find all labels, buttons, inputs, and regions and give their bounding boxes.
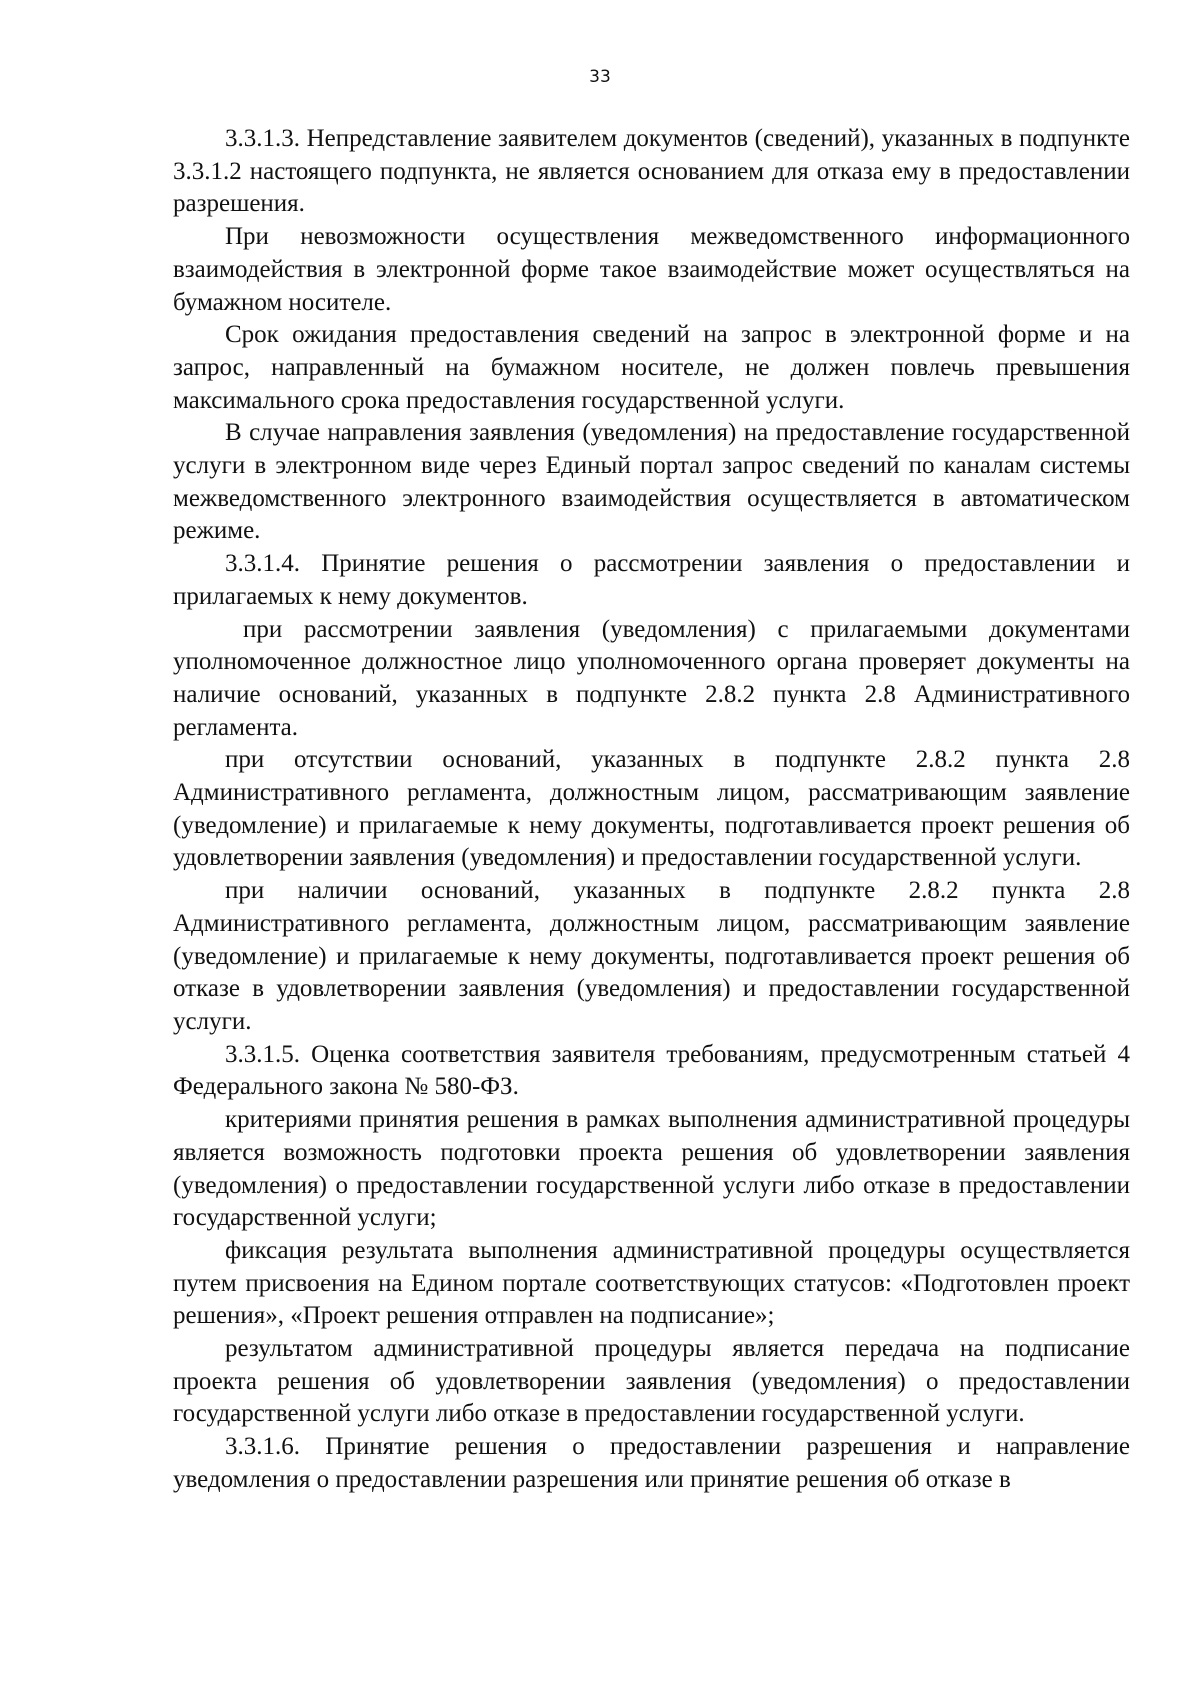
- paragraph-waiting-period: Срок ожидания предоставления сведений на запрос в электронной форме и на запрос, направленный на бумажном носителе, не должен повлечь превышения максимального срока предоставления государственной услуги.: [173, 321, 1130, 414]
- paragraph-grounds-present: при наличии оснований, указанных в подпункте 2.8.2 пункта 2.8 Административного регламента, должностным лицом, рассматривающим заявление (уведомление) и прилагаемые к нему документы, подготавливается проект решения об отказе в удовлетворении заявления (уведомления) и предоставлении государственной услуги.: [173, 877, 1130, 1035]
- paragraph-procedure-result: результатом административной процедуры является передача на подписание проекта решения об удовлетворении заявления (уведомления) о предоставлении государственной услуги либо отказе в предоставлении государственной услуги.: [173, 1335, 1130, 1428]
- paragraph-3-3-1-4: 3.3.1.4. Принятие решения о рассмотрении заявления о предоставлении и прилагаемых к нему документов.: [173, 550, 1130, 610]
- paragraph-3-3-1-5: 3.3.1.5. Оценка соответствия заявителя требованиям, предусмотренным статьей 4 Федерального закона № 580-ФЗ.: [173, 1040, 1130, 1101]
- paragraph-electronic-request: В случае направления заявления (уведомления) на предоставление государственной услуги в электронном виде через Единый портал запрос сведений по каналам системы межведомственного электронного взаимодействия осуществляется в автоматическом режиме.: [173, 419, 1130, 545]
- paragraph-paper-interaction: При невозможности осуществления межведомственного информационного взаимодействия в электронной форме такое взаимодействие может осуществляться на бумажном носителе.: [173, 223, 1130, 316]
- paragraph-review-documents: при рассмотрении заявления (уведомления) с прилагаемыми документами уполномоченное должностное лицо уполномоченного органа проверяет документы на наличие оснований, указанных в подпункте 2.8.2 пункта 2.8 Административного регламента.: [173, 615, 1130, 741]
- paragraph-no-grounds: при отсутствии оснований, указанных в подпункте 2.8.2 пункта 2.8 Административного регламента, должностным лицом, рассматривающим заявление (уведомление) и прилагаемые к нему документы, подготавливается проект решения об удовлетворении заявления (уведомления) и предоставлении государственной услуги.: [173, 746, 1130, 872]
- paragraph-result-recording: фиксация результата выполнения административной процедуры осуществляется путем присвоения на Едином портале соответствующих статусов: «Подготовлен проект решения», «Проект решения отправлен на подписание»;: [173, 1236, 1130, 1330]
- document-body: [173, 123, 1130, 1497]
- page-number: 33: [589, 67, 611, 87]
- paragraph-decision-criteria: критериями принятия решения в рамках выполнения административной процедуры является возможность подготовки проекта решения об удовлетворении заявления (уведомления) о предоставлении государственной услуги либо отказе в предоставлении государственной услуги;: [173, 1106, 1130, 1232]
- paragraph-3-3-1-6: 3.3.1.6. Принятие решения о предоставлении разрешения и направление уведомления о предоставлении разрешения или принятие решения об отказе в: [173, 1433, 1130, 1493]
- paragraph-3-3-1-3: 3.3.1.3. Непредставление заявителем документов (сведений), указанных в подпункте 3.3.1.2 настоящего подпункта, не является основанием для отказа ему в предоставлении разрешения.: [173, 125, 1130, 218]
